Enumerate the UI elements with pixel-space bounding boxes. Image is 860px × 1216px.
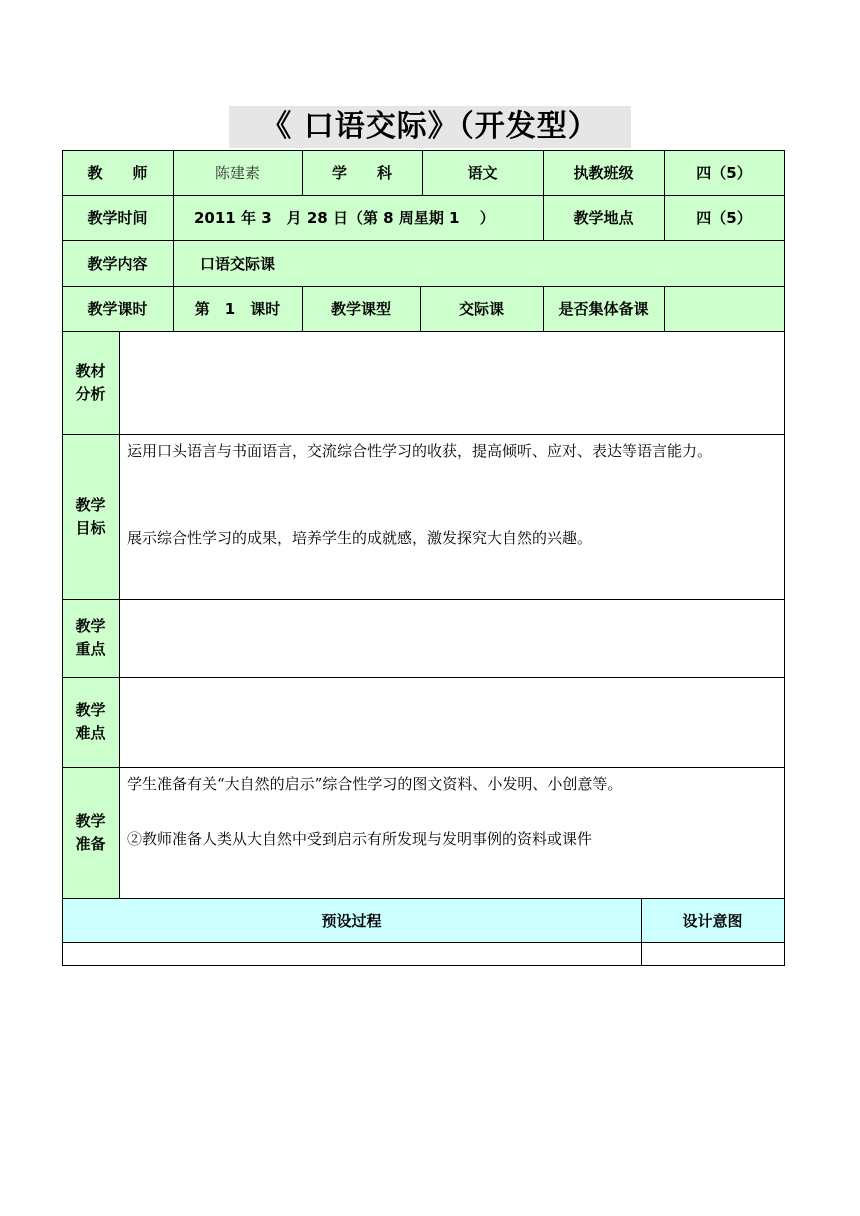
process-cell xyxy=(62,942,641,965)
goals-paragraph-1: 运用口头语言与书面语言，交流综合性学习的收获，提高倾听、应对、表达等语言能力。 xyxy=(127,442,713,460)
table-rule xyxy=(62,331,785,332)
goals-label: 教学 目标 xyxy=(62,434,119,599)
table-rule xyxy=(543,150,544,240)
table-rule xyxy=(62,240,785,241)
table-rule xyxy=(422,150,423,195)
type-value: 交际课 xyxy=(420,286,543,331)
table-rule xyxy=(62,150,63,966)
class-label: 执教班级 xyxy=(543,150,664,195)
content-value: 口语交际课 xyxy=(173,240,784,286)
table-rule xyxy=(62,965,785,966)
teacher-label: 教 师 xyxy=(62,150,173,195)
intent-header: 设计意图 xyxy=(641,898,784,942)
table-rule xyxy=(62,677,785,678)
table-rule xyxy=(302,286,303,331)
table-rule xyxy=(641,898,642,966)
table-rule xyxy=(173,150,174,331)
goals-paragraph-2: 展示综合性学习的成果，培养学生的成就感，激发探究大自然的兴趣。 xyxy=(127,529,593,547)
content-label: 教学内容 xyxy=(62,240,173,286)
table-rule xyxy=(664,150,665,240)
table-rule xyxy=(664,286,665,331)
place-label: 教学地点 xyxy=(543,195,664,240)
table-rule xyxy=(119,331,120,898)
table-rule xyxy=(62,286,785,287)
difficulties-label: 教学 难点 xyxy=(62,677,119,767)
table-rule xyxy=(62,767,785,768)
table-rule xyxy=(62,195,785,196)
subject-label: 学 科 xyxy=(302,150,422,195)
subject-value: 语文 xyxy=(422,150,543,195)
time-value: 2011 年 3 月 28 日（第 8 周星期 1 ） xyxy=(173,195,543,240)
preparation-paragraph-1: 学生准备有关“大自然的启示”综合性学习的图文资料、小发明、小创意等。 xyxy=(127,775,623,793)
teacher-value: 陈建素 xyxy=(173,150,302,195)
analysis-label: 教材 分析 xyxy=(62,331,119,434)
table-rule xyxy=(62,898,785,899)
table-rule xyxy=(784,150,785,966)
class-value: 四（5） xyxy=(664,150,784,195)
collective-value xyxy=(664,286,784,331)
period-label: 教学课时 xyxy=(62,286,173,331)
table-rule xyxy=(543,286,544,331)
preparation-paragraph-2: ②教师准备人类从大自然中受到启示有所发现与发明事例的资料或课件 xyxy=(127,830,593,848)
preparation-label: 教学 准备 xyxy=(62,767,119,898)
type-label: 教学课型 xyxy=(302,286,420,331)
table-rule xyxy=(420,286,421,331)
table-rule xyxy=(62,150,785,151)
process-header: 预设过程 xyxy=(62,898,641,942)
page-title: 《 口语交际》（开发型） xyxy=(229,106,631,148)
table-rule xyxy=(302,150,303,195)
table-rule xyxy=(62,599,785,600)
place-value: 四（5） xyxy=(664,195,784,240)
time-label: 教学时间 xyxy=(62,195,173,240)
key-points-label: 教学 重点 xyxy=(62,599,119,677)
intent-cell xyxy=(641,942,784,965)
period-value: 第 1 课时 xyxy=(173,286,302,331)
table-rule xyxy=(62,434,785,435)
collective-label: 是否集体备课 xyxy=(543,286,664,331)
table-rule xyxy=(62,942,785,943)
